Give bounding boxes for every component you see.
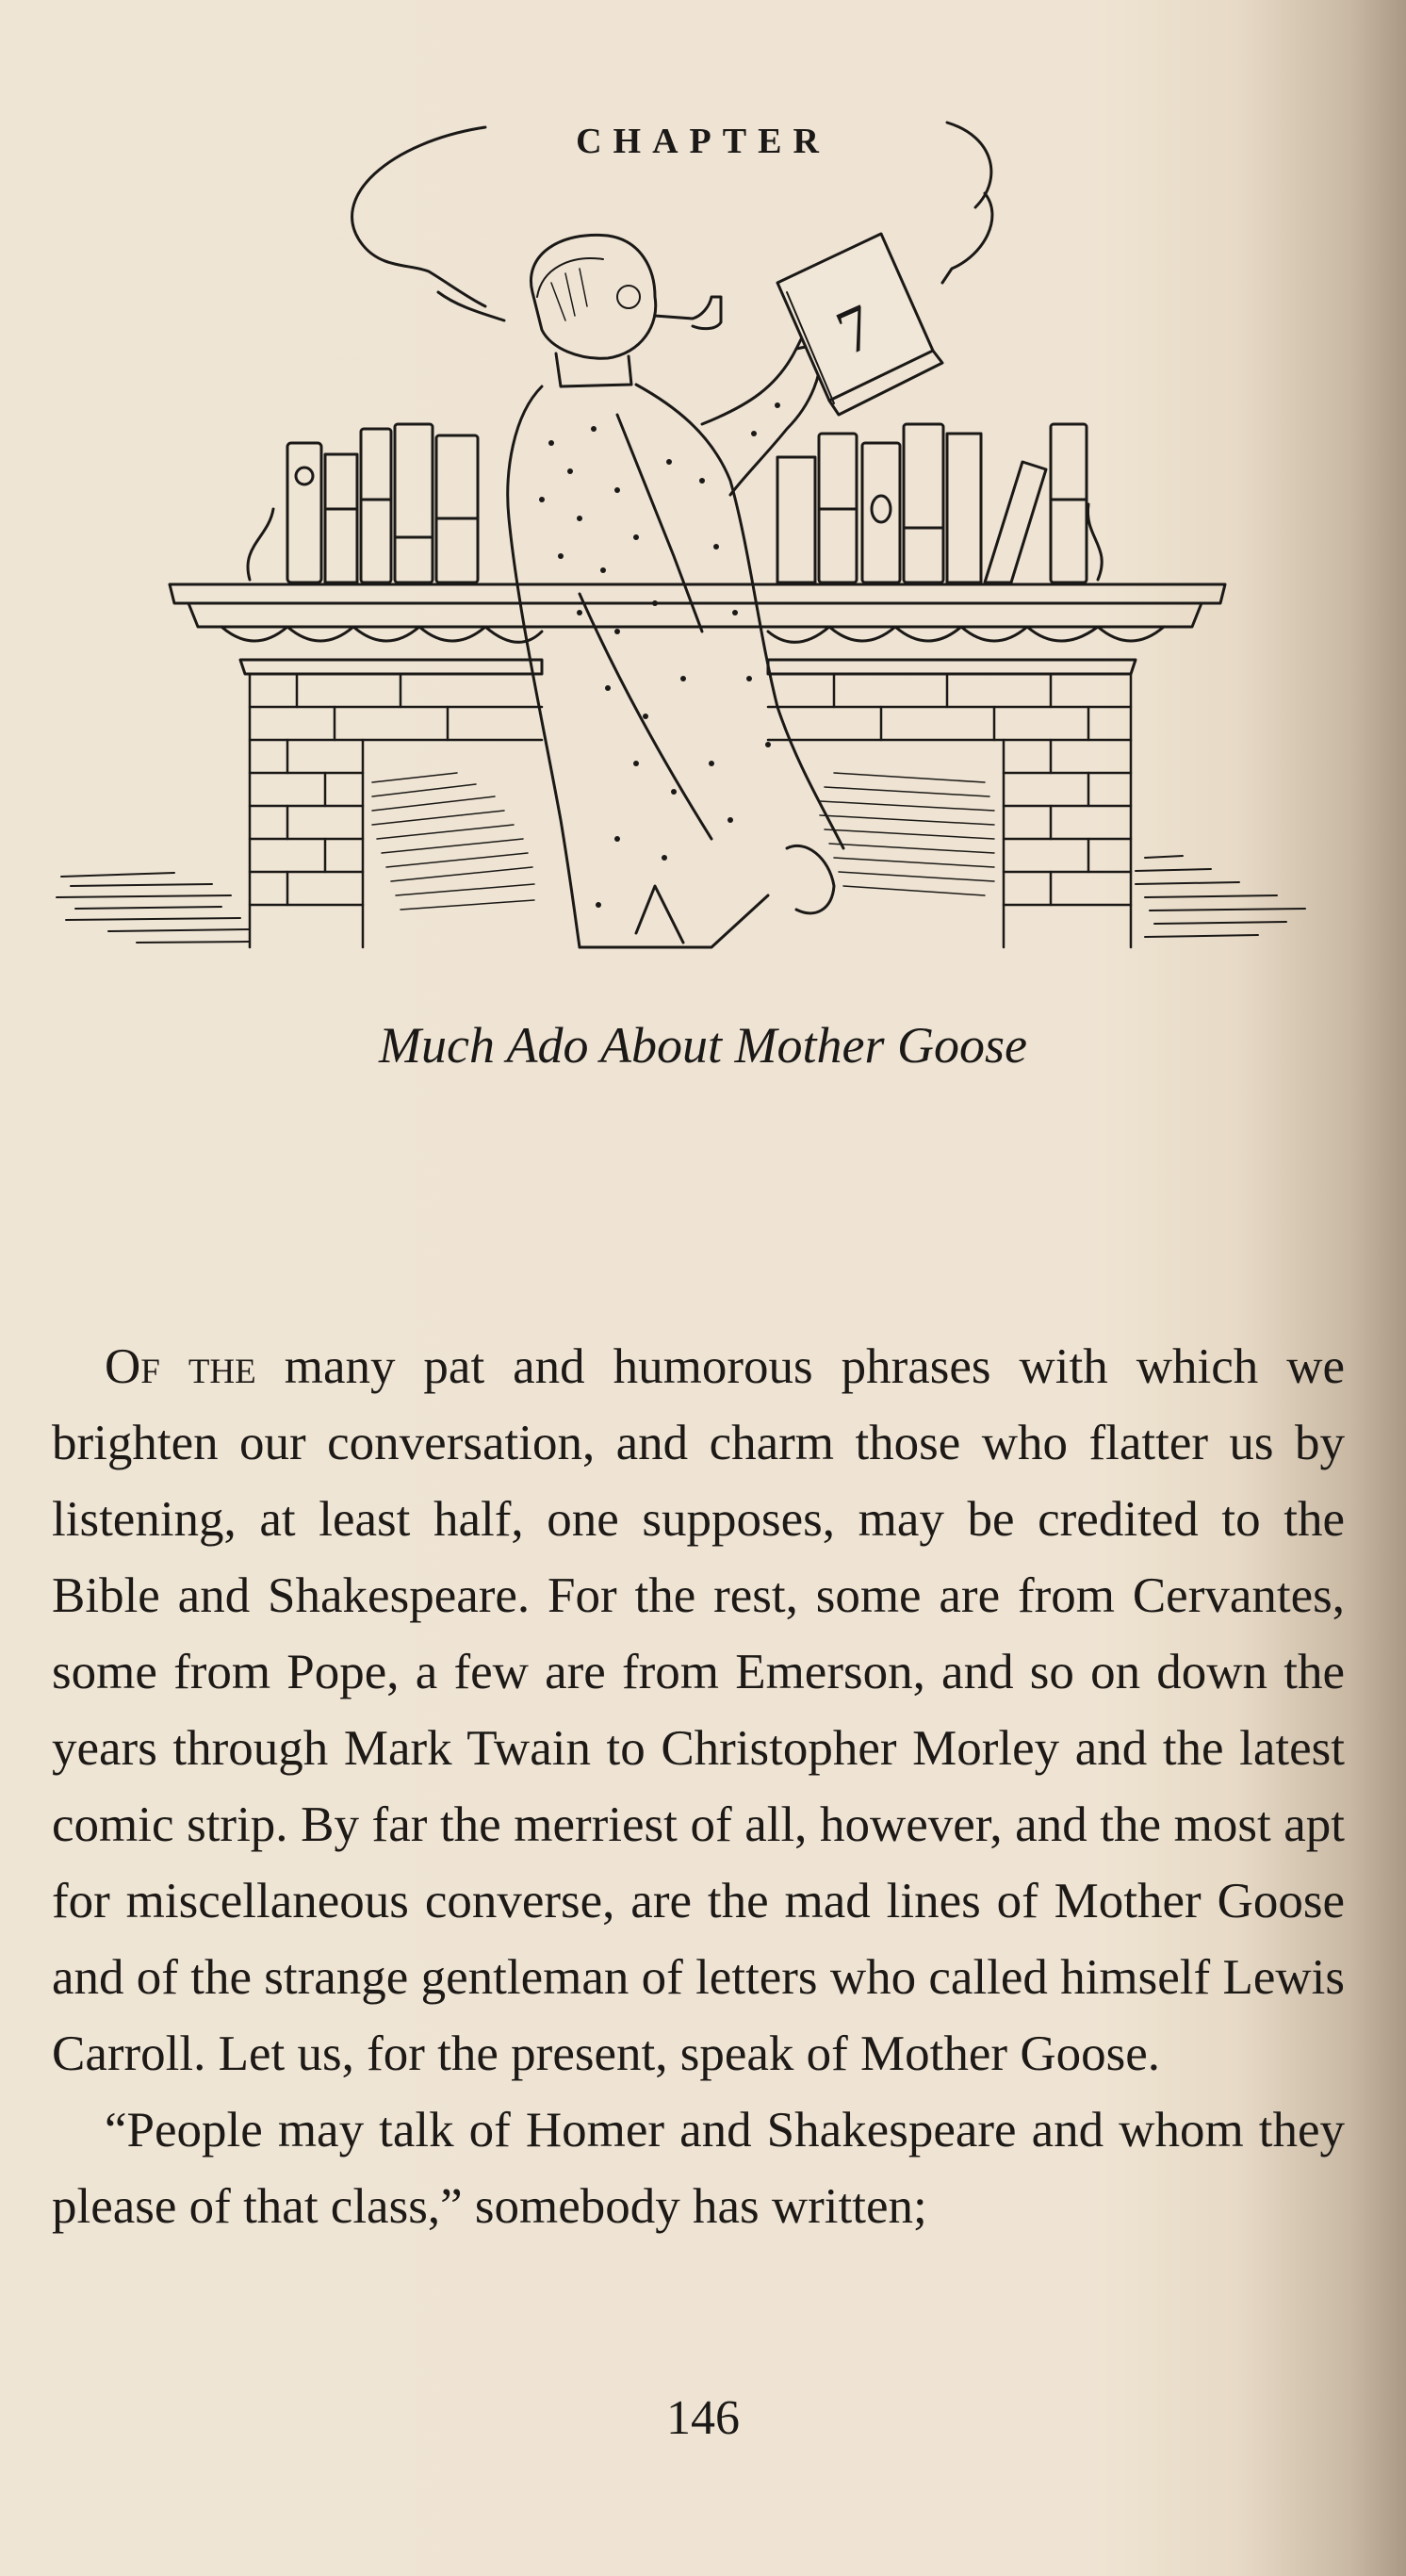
- chapter-title: Much Ado About Mother Goose: [379, 1017, 1027, 1074]
- hearth-shading-left: [372, 773, 534, 910]
- floor-hatching-left: [57, 873, 250, 943]
- mantel-shelf: [170, 504, 1225, 674]
- books-left: [287, 424, 478, 582]
- hearth-shading-right: [820, 773, 994, 895]
- chapter-illustration: [52, 104, 1333, 971]
- books-right: [777, 424, 1087, 582]
- floor-hatching-right: [1136, 856, 1305, 937]
- paragraph-1-text: many pat and humorous phrases with which we brighten our conversation, and charm those who flatter us by listening, at least half, one supposes, may be credited to the Bible and Shakespeare. For the rest, some are from Cervantes, some from Pope, a few are from Emerson, and so on down the years through Mark Twain to Christopher Morley and the latest comic strip. By far the merriest of all, however, and the most apt for miscellaneous converse, are the mad lines of Mother Goose and of the strange gentleman of letters who called himself Lewis Carroll. Let us, for the present, speak of Mother Goose.: [52, 1339, 1345, 2081]
- page-number: 146: [666, 2391, 740, 2445]
- paragraph-1: [52, 1329, 1345, 2092]
- paragraph-2: “People may talk of Homer and Shakespeare and whom they please of that class,” somebody has written;: [52, 2103, 1345, 2234]
- chapter-number: 7: [826, 289, 885, 369]
- body-text: [52, 1329, 1345, 2245]
- paragraph-lead-smallcaps: Of the: [105, 1339, 256, 1394]
- man-figure: [508, 235, 843, 947]
- chapter-label: CHAPTER: [576, 122, 830, 161]
